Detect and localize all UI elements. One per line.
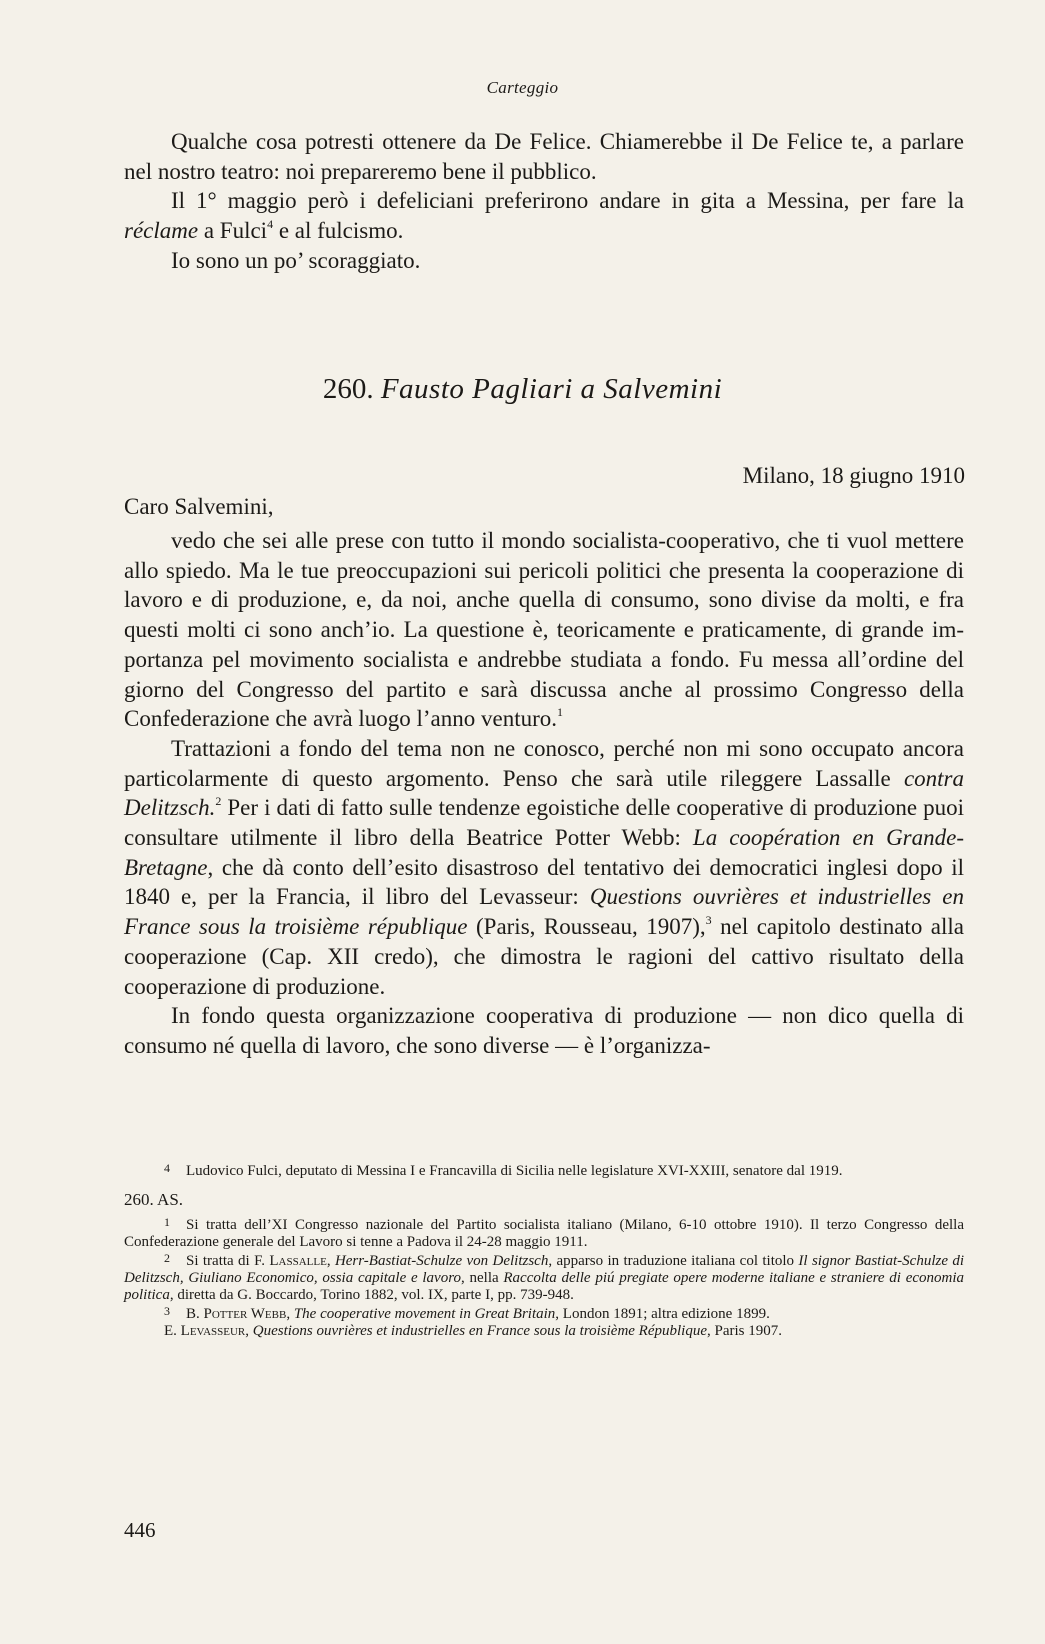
letter-date: Milano, 18 giugno 1910 bbox=[742, 463, 965, 488]
footnote: 4 Ludovico Fulci, deputato di Messina I e Francavilla di Sicilia nelle legislature XVI-XXIII, senatore dal 1919. bbox=[164, 1161, 843, 1179]
running-head: Carteggio bbox=[486, 78, 559, 97]
footnote: 3 B. Potter Webb, The cooperative movement in Great Britain, London 1891; altra edizione 1899. bbox=[164, 1304, 770, 1323]
footnote-marker: 4 bbox=[267, 217, 274, 232]
footnote-marker: 1 bbox=[557, 705, 563, 720]
footnote: 1 Si tratta dell’XI Congresso nazionale del Partito socialista italiano (Milano, 6-10 ottobre 1910). Il terzo Congresso della Confederazione generale del Lavoro si tenne a Padova il 24-28 maggio 1911. bbox=[124, 1215, 964, 1250]
paragraph: Qualche cosa potresti ottenere da De Felice. Chiamerebbe il De Felice te, a parlare nel nostro teatro: noi prepareremo bene il pubblico. bbox=[124, 129, 964, 184]
letter-correspondents: Fausto Pagliari a Salvemini bbox=[380, 373, 723, 405]
previous-letter-end bbox=[124, 127, 964, 276]
footnote-marker: 2 bbox=[215, 794, 222, 809]
footnote: 2 Si tratta di F. Lassalle, Herr-Bastiat-Schulze von Delitzsch, apparso in traduzione italiana col titolo Il signor Bastiat-Schulze di Delitzsch, Giuliano Economico, ossia capitale e lavoro, nella Raccolta delle piú pregiate opere moderne italiane e straniere di economia politica, diretta da G. Boccardo, Torino 1882, vol. IX, parte I, pp. 739-948. bbox=[124, 1251, 965, 1303]
letter-heading bbox=[0, 373, 1045, 406]
letter-source-ref: 260. AS. bbox=[124, 1189, 184, 1209]
salutation: Caro Salvemini, bbox=[124, 494, 274, 519]
letter-body bbox=[124, 526, 964, 1061]
letter-number: 260. bbox=[322, 373, 374, 405]
paragraph: Il 1° maggio però i defeliciani preferirono andare in gita a Messina, per fare la réclame a Fulci$^4$ e al fulcismo. bbox=[124, 188, 964, 244]
paragraph: Trattazioni a fondo del tema non ne conosco, perché non mi sono occupato ancora particolarmente di questo argomento. Penso che sarà utile rileggere Lassalle contra Delitzsch.$^2$ Per i dati di fatto sulle tendenze egoistiche delle cooperative di produzione puoi consultare utilmente il libro della Beatrice Potter Webb: La coopération en Grande-Bretagne, che dà conto dell’esito disastroso del tentativo dei democratici inglesi dopo il 1840 e, per la Francia, il libro del Levasseur: Questions ouvrières et industrielles en France sous la troisième république (Paris, Rousseau, 1907),$^3$ nel capitolo destinato alla cooperazione (Cap. XII credo), che dimostra le ragioni del cattivo risultato della cooperazione di produzione. bbox=[124, 735, 965, 999]
paragraph: vedo che sei alle prese con tutto il mondo socialista-cooperativo, che ti vuol mettere allo spiedo. Ma le tue preoccupazioni sui pericoli politici che presenta la cooperazione di lavoro e di produzione, e, da noi, anche quella di consumo, sono divise da molti, e fra questi molti ci sono anch’io. La questione è, teoricamente e praticamente, di grande importanza pel movimento socialista e andrebbe studiata a fondo. Fu messa all’ordine del giorno del Congresso del partito e sarà discussa anche al prossimo Congresso della Confederazione che avrà luogo l’anno venturo.$^1$ bbox=[124, 528, 964, 732]
paragraph: In fondo questa organizzazione cooperativa di produzione — non dico quella di consumo né quella di lavoro, che sono diverse — è l’organizza- bbox=[124, 1003, 964, 1058]
paragraph: Io sono un po’ scoraggiato. bbox=[171, 247, 421, 273]
footnote: E. Levasseur, Questions ouvrières et industrielles en France sous la troisième République, Paris 1907. bbox=[164, 1322, 782, 1339]
page-number: 446 bbox=[124, 1518, 156, 1542]
footnote-marker: 3 bbox=[705, 913, 712, 928]
footnotes bbox=[124, 1160, 964, 1339]
